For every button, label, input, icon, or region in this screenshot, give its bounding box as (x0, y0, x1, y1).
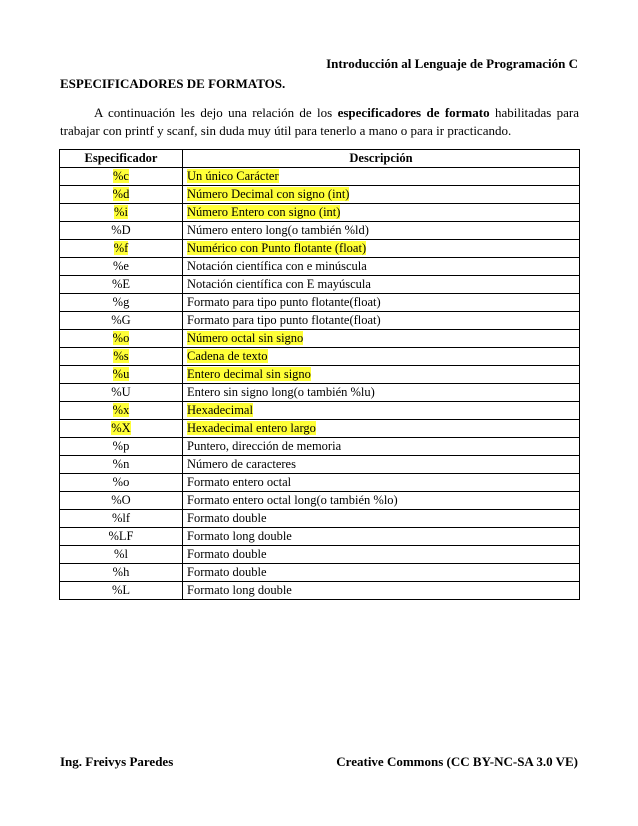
table-row (60, 402, 580, 420)
description-text: Hexadecimal entero largo (187, 421, 316, 435)
table-row (60, 546, 580, 564)
specifier-text: %i (114, 205, 128, 219)
column-header-description: Descripción (183, 150, 580, 168)
specifier-text: %f (113, 241, 129, 255)
specifier-text: %G (111, 313, 131, 327)
specifier-text: %o (112, 475, 130, 489)
description-cell (183, 312, 580, 330)
description-text: Número Entero con signo (int) (187, 205, 341, 219)
footer-license: Creative Commons (CC BY-NC-SA 3.0 VE) (336, 754, 578, 769)
description-cell (183, 546, 580, 564)
description-cell (183, 528, 580, 546)
column-header-specifier: Especificador (60, 150, 183, 168)
specifier-cell (60, 348, 183, 366)
description-cell (183, 492, 580, 510)
specifier-cell (60, 528, 183, 546)
description-cell (183, 420, 580, 438)
description-cell (183, 438, 580, 456)
specifier-text: %l (114, 547, 128, 561)
description-cell (183, 186, 580, 204)
specifier-text: %e (113, 259, 129, 273)
specifier-cell (60, 312, 183, 330)
table-row (60, 582, 580, 600)
footer-author: Ing. Freivys Paredes (60, 754, 174, 769)
specifier-text: %X (111, 421, 131, 435)
table-row (60, 330, 580, 348)
specifier-cell (60, 546, 183, 564)
specifier-text: %LF (108, 529, 134, 543)
table-row (60, 384, 580, 402)
description-cell (183, 330, 580, 348)
specifier-text: %h (112, 565, 130, 579)
table-row (60, 528, 580, 546)
specifier-text: %n (112, 457, 130, 471)
description-text: Formato double (187, 511, 267, 525)
description-text: Formato double (187, 565, 267, 579)
table-row (60, 420, 580, 438)
description-text: Formato long double (187, 583, 292, 597)
specifier-cell (60, 330, 183, 348)
description-text: Número Decimal con signo (int) (187, 187, 350, 201)
description-text: Hexadecimal (187, 403, 253, 417)
table-row (60, 258, 580, 276)
description-text: Puntero, dirección de memoria (187, 439, 342, 453)
description-text: Formato entero octal long(o también %lo) (187, 493, 398, 507)
specifier-text: %O (111, 493, 131, 507)
specifier-cell (60, 402, 183, 420)
specifier-cell (60, 168, 183, 186)
description-text: Cadena de texto (187, 349, 268, 363)
specifier-cell (60, 510, 183, 528)
specifier-cell (60, 258, 183, 276)
specifier-text: %g (112, 295, 130, 309)
table-row (60, 456, 580, 474)
table-row (60, 204, 580, 222)
intro-text-before: A continuación les dejo una relación de los (94, 105, 338, 120)
description-cell (183, 510, 580, 528)
description-cell (183, 204, 580, 222)
description-cell (183, 168, 580, 186)
description-text: Formato para tipo punto flotante(float) (187, 295, 381, 309)
specifier-cell (60, 438, 183, 456)
description-cell (183, 582, 580, 600)
description-cell (183, 474, 580, 492)
specifier-cell (60, 222, 183, 240)
specifier-text: %p (112, 439, 130, 453)
table-row (60, 438, 580, 456)
description-cell (183, 222, 580, 240)
specifier-cell (60, 294, 183, 312)
description-text: Entero sin signo long(o también %lu) (187, 385, 375, 399)
table-row (60, 168, 580, 186)
specifier-text: %c (113, 169, 129, 183)
description-cell (183, 348, 580, 366)
table-row (60, 312, 580, 330)
table-row (60, 186, 580, 204)
table-row (60, 492, 580, 510)
specifier-text: %lf (111, 511, 131, 525)
specifier-cell (60, 276, 183, 294)
description-text: Número de caracteres (187, 457, 296, 471)
specifier-cell (60, 492, 183, 510)
description-text: Número entero long(o también %ld) (187, 223, 369, 237)
description-cell (183, 240, 580, 258)
specifier-text: %L (111, 583, 131, 597)
description-cell (183, 384, 580, 402)
specifier-text: %U (111, 385, 131, 399)
specifier-text: %D (111, 223, 131, 237)
specifier-cell (60, 366, 183, 384)
table-row (60, 294, 580, 312)
specifier-cell (60, 420, 183, 438)
description-text: Notación científica con e minúscula (187, 259, 367, 273)
table-header-row (60, 150, 580, 168)
table-row (60, 474, 580, 492)
table-row (60, 222, 580, 240)
table-row (60, 510, 580, 528)
description-text: Formato entero octal (187, 475, 292, 489)
description-cell (183, 258, 580, 276)
intro-text-after: habilitadas para trabajar con printf y scanf, sin duda muy útil para tenerlo a mano o para ir practicando. (60, 105, 579, 138)
specifier-text: %x (112, 403, 130, 417)
description-text: Número octal sin signo (187, 331, 304, 345)
specifier-cell (60, 564, 183, 582)
description-cell (183, 456, 580, 474)
description-cell (183, 276, 580, 294)
description-text: Notación científica con E mayúscula (187, 277, 371, 291)
description-text: Entero decimal sin signo (187, 367, 311, 381)
intro-emphasis: especificadores de formato (337, 105, 490, 120)
specifier-cell (60, 474, 183, 492)
table-row (60, 366, 580, 384)
table-row (60, 276, 580, 294)
specifier-text: %u (112, 367, 130, 381)
specifier-text: %s (113, 349, 129, 363)
course-title: Introducción al Lenguaje de Programación C (326, 56, 578, 71)
format-specifiers-table (59, 149, 580, 600)
description-text: Formato para tipo punto flotante(float) (187, 313, 381, 327)
description-text: Formato long double (187, 529, 292, 543)
table-row (60, 240, 580, 258)
description-cell (183, 294, 580, 312)
specifier-cell (60, 456, 183, 474)
document-title: ESPECIFICADORES DE FORMATOS. (60, 76, 286, 91)
table-row (60, 564, 580, 582)
description-text: Numérico con Punto flotante (float) (187, 241, 367, 255)
specifier-text: %d (112, 187, 130, 201)
specifier-cell (60, 240, 183, 258)
description-cell (183, 564, 580, 582)
intro-paragraph (60, 104, 579, 140)
specifier-text: %E (111, 277, 131, 291)
table-row (60, 348, 580, 366)
description-cell (183, 402, 580, 420)
description-cell (183, 366, 580, 384)
table-body (60, 168, 580, 600)
description-text: Un único Carácter (187, 169, 279, 183)
description-text: Formato double (187, 547, 267, 561)
specifier-cell (60, 186, 183, 204)
specifier-cell (60, 582, 183, 600)
specifier-cell (60, 384, 183, 402)
specifier-cell (60, 204, 183, 222)
specifier-text: %o (112, 331, 130, 345)
